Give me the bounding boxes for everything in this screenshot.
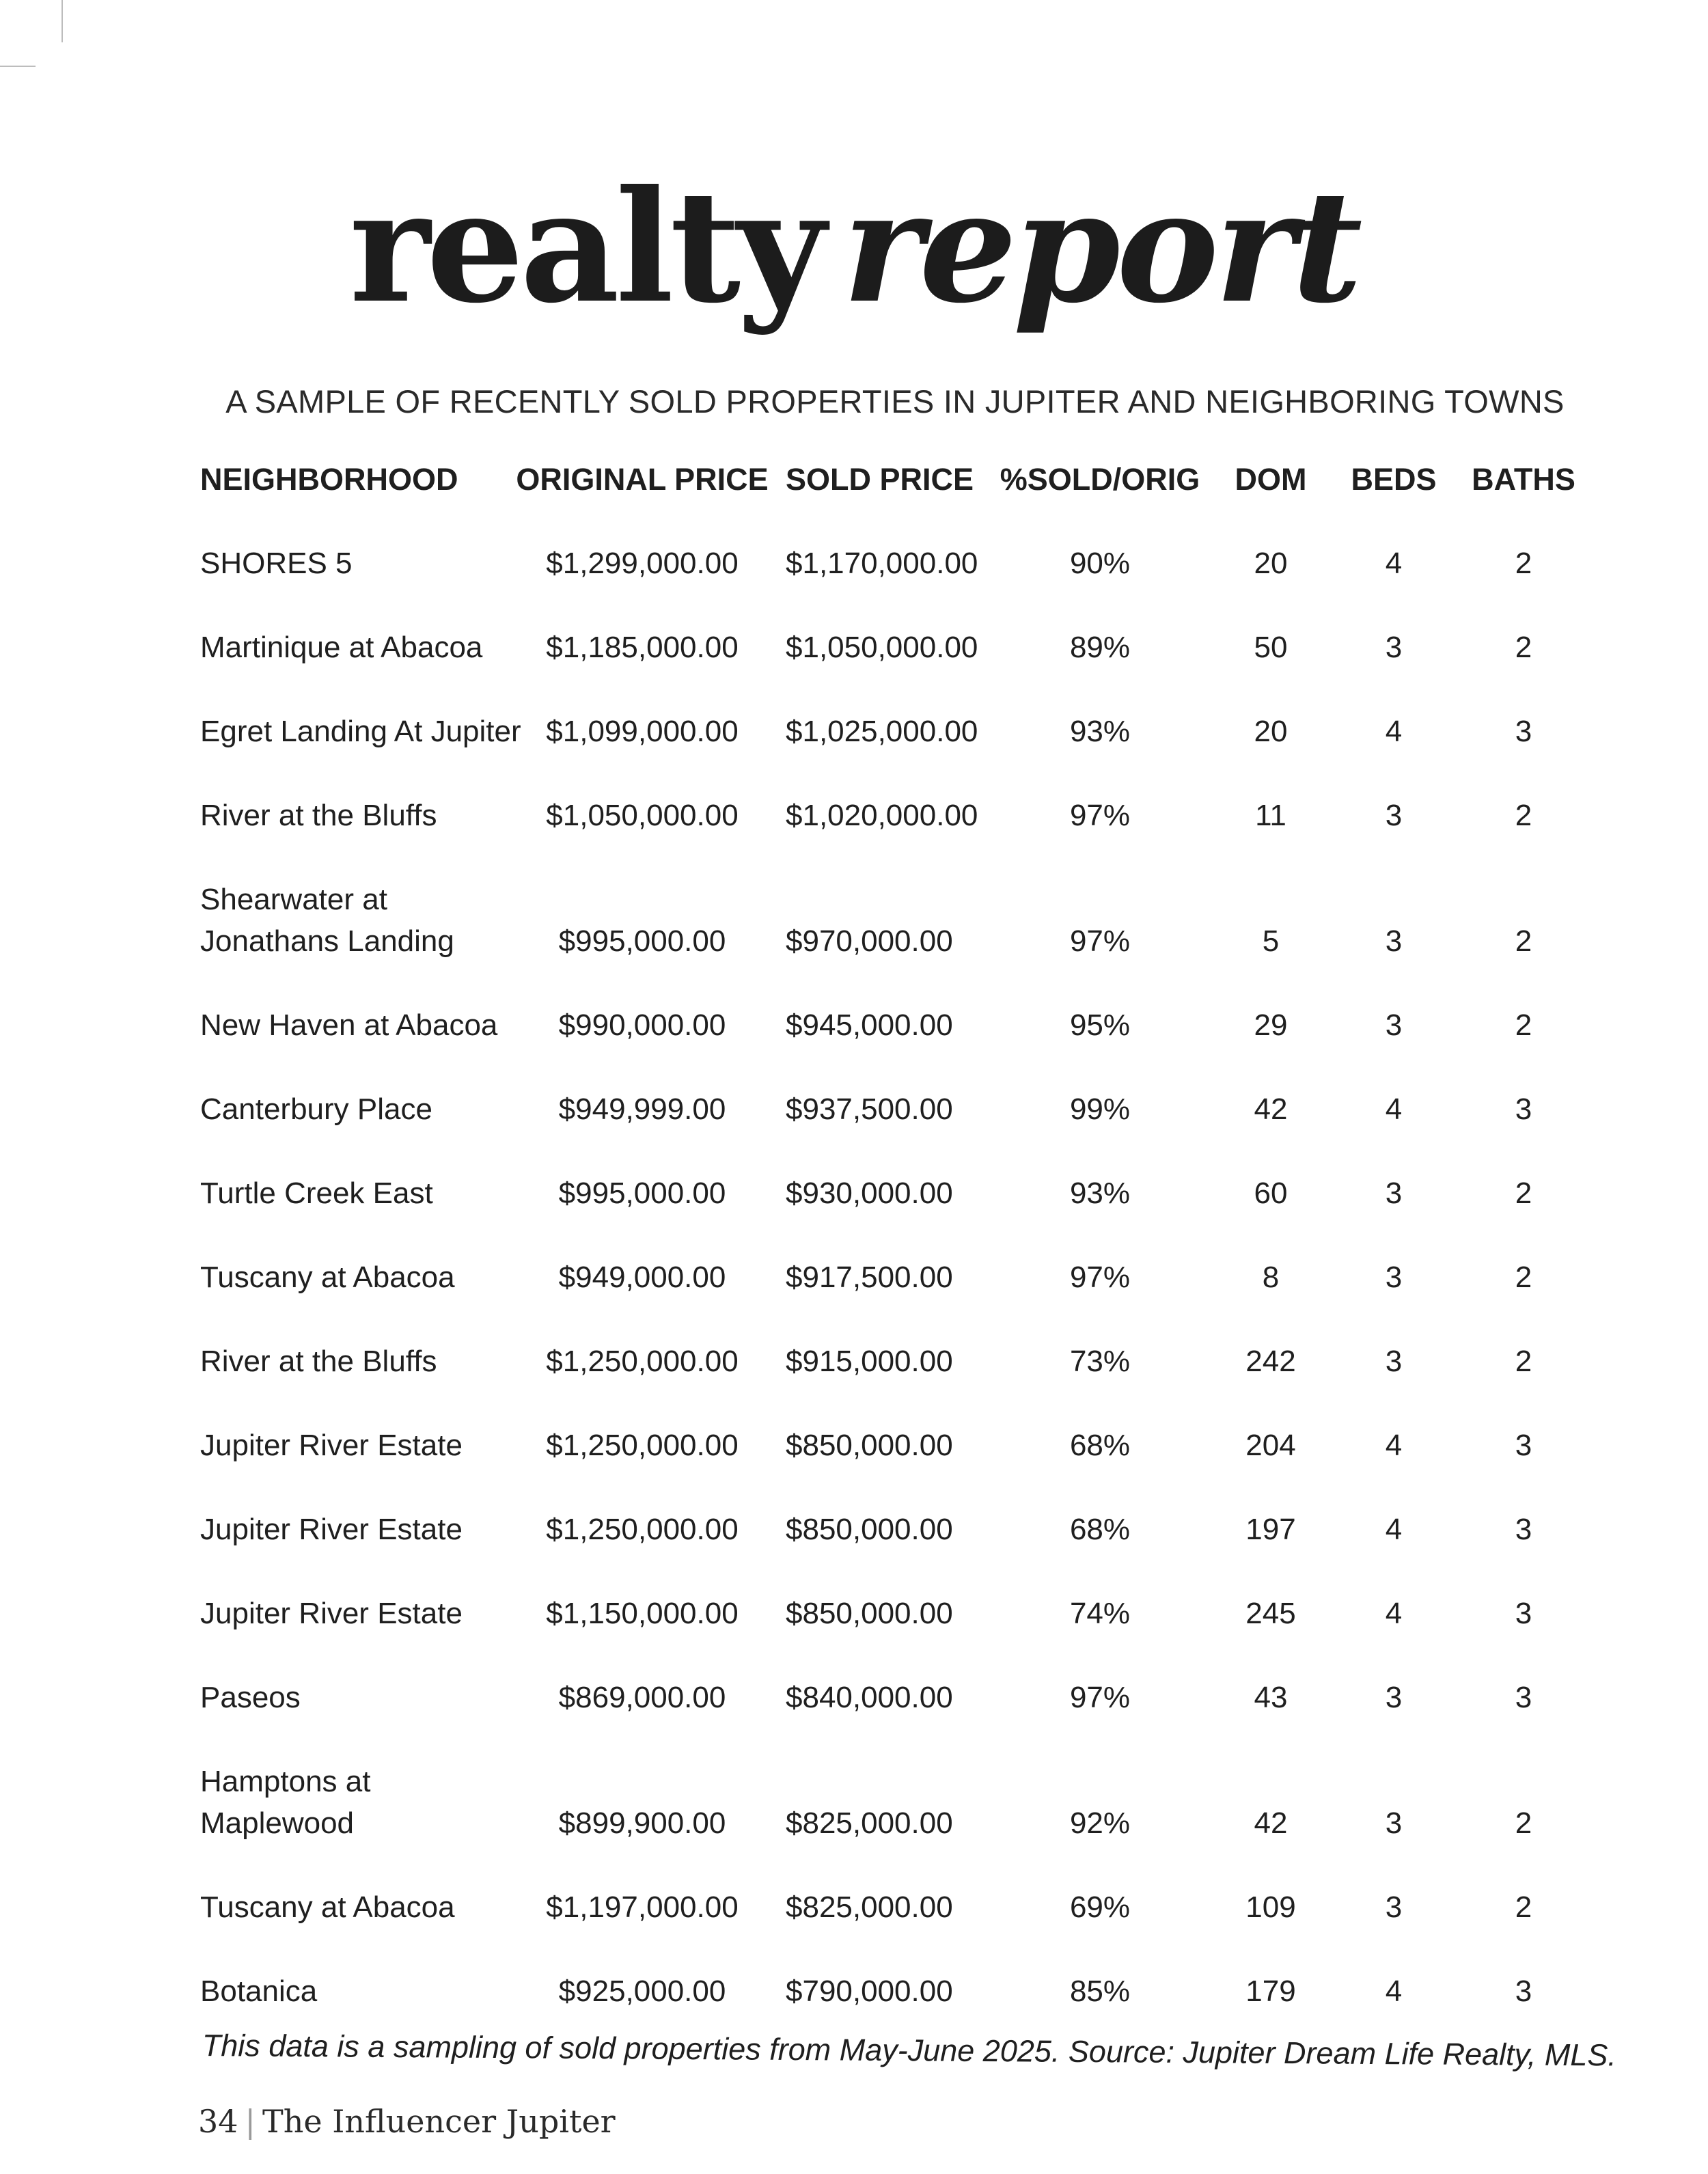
crop-mark-horizontal: [0, 66, 36, 67]
neighborhood-cell: SHORES 5: [200, 547, 353, 580]
header-neighborhood: NEIGHBORHOOD: [200, 462, 458, 497]
pct-sold-cell: 97%: [1069, 1681, 1131, 1714]
header-sold-price: SOLD PRICE: [786, 462, 974, 497]
dom-cell: 11: [1255, 799, 1286, 832]
dom-cell: 8: [1262, 1261, 1280, 1294]
sold-price-cell: $1,170,000.00: [786, 547, 978, 580]
baths-cell: 3: [1515, 715, 1532, 748]
sold-price-cell: $937,500.00: [786, 1092, 953, 1126]
pct-sold-cell: 73%: [1069, 1345, 1131, 1378]
baths-cell: 2: [1515, 1890, 1532, 1924]
baths-cell: 2: [1515, 924, 1532, 958]
neighborhood-cell: River at the Bluffs: [200, 1345, 437, 1378]
pct-sold-cell: 74%: [1069, 1597, 1131, 1630]
pct-sold-cell: 93%: [1069, 1177, 1131, 1210]
dom-cell: 20: [1254, 547, 1288, 580]
baths-cell: 2: [1515, 799, 1532, 832]
page-number: 34: [198, 2103, 238, 2140]
original-price-cell: $1,099,000.00: [546, 715, 739, 748]
original-price-cell: $949,000.00: [558, 1261, 726, 1294]
neighborhood-cell: Canterbury Place: [200, 1092, 432, 1126]
neighborhood-cell: Jonathans Landing: [200, 924, 454, 958]
baths-cell: 3: [1515, 1975, 1532, 2008]
original-price-cell: $995,000.00: [558, 924, 726, 958]
pct-sold-cell: 85%: [1069, 1975, 1131, 2008]
beds-cell: 3: [1385, 1890, 1403, 1924]
neighborhood-cell: Egret Landing At Jupiter: [200, 715, 521, 748]
sold-price-cell: $840,000.00: [786, 1681, 953, 1714]
baths-cell: 2: [1515, 1261, 1532, 1294]
dom-cell: 42: [1254, 1092, 1288, 1126]
dom-cell: 50: [1254, 631, 1288, 664]
pct-sold-cell: 99%: [1069, 1092, 1131, 1126]
dom-cell: 42: [1254, 1806, 1288, 1840]
pct-sold-cell: 95%: [1069, 1008, 1131, 1042]
original-price-cell: $990,000.00: [558, 1008, 726, 1042]
header-baths: BATHS: [1472, 462, 1575, 497]
beds-cell: 4: [1385, 1597, 1403, 1630]
dom-cell: 242: [1245, 1345, 1296, 1378]
baths-cell: 3: [1515, 1429, 1532, 1462]
neighborhood-cell: Tuscany at Abacoa: [200, 1261, 455, 1294]
baths-cell: 2: [1515, 1177, 1532, 1210]
original-price-cell: $1,250,000.00: [546, 1429, 739, 1462]
title-word-realty: realty: [349, 157, 823, 338]
dom-cell: 43: [1254, 1681, 1288, 1714]
original-price-cell: $1,299,000.00: [546, 547, 739, 580]
beds-cell: 4: [1385, 1975, 1403, 2008]
original-price-cell: $925,000.00: [558, 1975, 726, 2008]
neighborhood-cell: Jupiter River Estate: [200, 1597, 463, 1630]
publication-name: The Influencer Jupiter: [262, 2103, 616, 2140]
dom-cell: 245: [1245, 1597, 1296, 1630]
original-price-cell: $1,250,000.00: [546, 1513, 739, 1546]
neighborhood-cell: Tuscany at Abacoa: [200, 1890, 455, 1924]
pct-sold-cell: 68%: [1069, 1429, 1131, 1462]
original-price-cell: $1,250,000.00: [546, 1345, 739, 1378]
beds-cell: 3: [1385, 1261, 1403, 1294]
baths-cell: 2: [1515, 1008, 1532, 1042]
header-dom: DOM: [1235, 462, 1307, 497]
neighborhood-cell: Turtle Creek East: [200, 1177, 433, 1210]
beds-cell: 3: [1385, 1681, 1403, 1714]
sold-price-cell: $825,000.00: [786, 1806, 953, 1840]
dom-cell: 204: [1245, 1429, 1296, 1462]
sold-price-cell: $1,050,000.00: [786, 631, 978, 664]
beds-cell: 3: [1385, 1177, 1403, 1210]
beds-cell: 4: [1385, 1513, 1403, 1546]
footer-separator: |: [245, 2103, 256, 2140]
baths-cell: 3: [1515, 1597, 1532, 1630]
pct-sold-cell: 93%: [1069, 715, 1131, 748]
baths-cell: 2: [1515, 1806, 1532, 1840]
neighborhood-cell: Jupiter River Estate: [200, 1429, 463, 1462]
beds-cell: 4: [1385, 1092, 1403, 1126]
page-footer: [198, 2103, 616, 2140]
neighborhood-cell: Martinique at Abacoa: [200, 631, 483, 664]
neighborhood-cell: New Haven at Abacoa: [200, 1008, 498, 1042]
sold-price-cell: $850,000.00: [786, 1597, 953, 1630]
pct-sold-cell: 89%: [1069, 631, 1131, 664]
sold-price-cell: $917,500.00: [786, 1261, 953, 1294]
dom-cell: 20: [1254, 715, 1288, 748]
pct-sold-cell: 97%: [1069, 924, 1131, 958]
beds-cell: 3: [1385, 799, 1403, 832]
dom-cell: 197: [1245, 1513, 1296, 1546]
beds-cell: 4: [1385, 1429, 1403, 1462]
pct-sold-cell: 92%: [1069, 1806, 1131, 1840]
beds-cell: 3: [1385, 631, 1403, 664]
sold-price-cell: $850,000.00: [786, 1429, 953, 1462]
dom-cell: 109: [1245, 1890, 1296, 1924]
pct-sold-cell: 90%: [1069, 547, 1131, 580]
sold-price-cell: $1,020,000.00: [786, 799, 978, 832]
baths-cell: 2: [1515, 1345, 1532, 1378]
neighborhood-cell: Shearwater at: [200, 883, 387, 916]
crop-mark-vertical: [61, 0, 63, 42]
original-price-cell: $1,150,000.00: [546, 1597, 739, 1630]
neighborhood-cell: Maplewood: [200, 1806, 355, 1840]
sold-price-cell: $970,000.00: [786, 924, 953, 958]
title-word-report: report: [842, 157, 1359, 338]
header-original-price: ORIGINAL PRICE: [516, 462, 769, 497]
page-subtitle: A SAMPLE OF RECENTLY SOLD PROPERTIES IN JUPITER AND NEIGHBORING TOWNS: [225, 383, 1565, 419]
neighborhood-cell: Jupiter River Estate: [200, 1513, 463, 1546]
pct-sold-cell: 68%: [1069, 1513, 1131, 1546]
neighborhood-cell: Botanica: [200, 1975, 318, 2008]
original-price-cell: $995,000.00: [558, 1177, 726, 1210]
baths-cell: 3: [1515, 1681, 1532, 1714]
beds-cell: 3: [1385, 1806, 1403, 1840]
sold-price-cell: $1,025,000.00: [786, 715, 978, 748]
original-price-cell: $1,050,000.00: [546, 799, 739, 832]
pct-sold-cell: 97%: [1069, 799, 1131, 832]
sold-price-cell: $850,000.00: [786, 1513, 953, 1546]
baths-cell: 3: [1515, 1092, 1532, 1126]
neighborhood-cell: River at the Bluffs: [200, 799, 437, 832]
baths-cell: 2: [1515, 631, 1532, 664]
original-price-cell: $1,185,000.00: [546, 631, 739, 664]
pct-sold-cell: 69%: [1069, 1890, 1131, 1924]
data-source-footnote: This data is a sampling of sold properties from May-June 2025. Source: Jupiter Dream Life Realty, MLS.: [202, 2028, 1617, 2073]
neighborhood-cell: Paseos: [200, 1681, 301, 1714]
dom-cell: 29: [1254, 1008, 1288, 1042]
beds-cell: 3: [1385, 1008, 1403, 1042]
original-price-cell: $869,000.00: [558, 1681, 726, 1714]
page-title: [0, 157, 1708, 338]
original-price-cell: $949,999.00: [558, 1092, 726, 1126]
dom-cell: 60: [1254, 1177, 1288, 1210]
baths-cell: 3: [1515, 1513, 1532, 1546]
dom-cell: 179: [1245, 1975, 1296, 2008]
neighborhood-cell: Hamptons at: [200, 1765, 371, 1798]
beds-cell: 4: [1385, 715, 1403, 748]
sold-price-cell: $790,000.00: [786, 1975, 953, 2008]
sold-price-cell: $930,000.00: [786, 1177, 953, 1210]
beds-cell: 3: [1385, 924, 1403, 958]
original-price-cell: $899,900.00: [558, 1806, 726, 1840]
sold-price-cell: $915,000.00: [786, 1345, 953, 1378]
original-price-cell: $1,197,000.00: [546, 1890, 739, 1924]
baths-cell: 2: [1515, 547, 1532, 580]
beds-cell: 4: [1385, 547, 1403, 580]
pct-sold-cell: 97%: [1069, 1261, 1131, 1294]
dom-cell: 5: [1262, 924, 1280, 958]
sold-price-cell: $825,000.00: [786, 1890, 953, 1924]
sold-price-cell: $945,000.00: [786, 1008, 953, 1042]
header-pct-sold-orig: %SOLD/ORIG: [1000, 462, 1200, 497]
header-beds: BEDS: [1351, 462, 1437, 497]
beds-cell: 3: [1385, 1345, 1403, 1378]
